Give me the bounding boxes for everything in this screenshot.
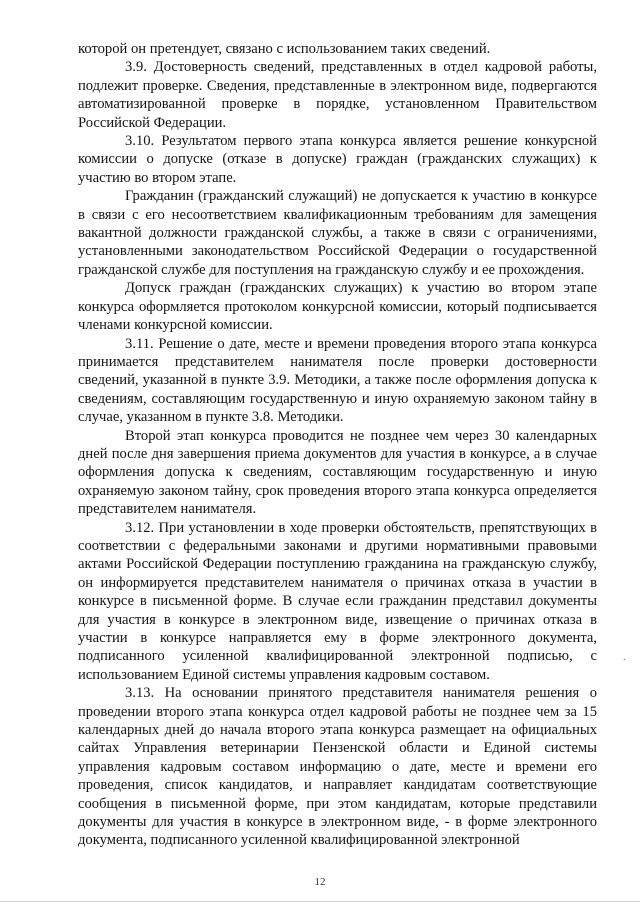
scan-edge-line [0,901,640,902]
document-page [78,40,597,850]
paragraph-3-11: 3.11. Решение о дате, месте и времени проведения второго этапа конкурса принимается представителем нанимателя после проверки достоверности сведений, указанной в пункте 3.9. Методики, а также после оформления допуска к сведениям, составляющим государственную и иную охраняемую законом тайну в случае, указанном в пункте 3.8. Методики. [78,335,597,426]
paragraph-3-13: 3.13. На основании принятого представителя нанимателя решения о проведении второго этапа конкурса отдел кадровой работы не позднее чем за 15 календарных дней до начала второго этапа конкурса размещает на официальных сайтах Управления ветеринарии Пензенской области и Единой системы управления кадровым составом информацию о дате, месте и времени его проведения, список кандидатов, и направляет кандидатам соответствующие сообщения в письменной форме, при этом кандидатам, которые представили документы для участия в конкурсе в электронном виде, - в форме электронного документа, подписанного усиленной квалифицированной электронной [78,685,597,849]
paragraph-3-10: 3.10. Результатом первого этапа конкурса является решение конкурсной комиссии о допуске (отказе в допуске) граждан (гражданских служащих) к участию во втором этапе. [78,133,597,186]
paragraph-admission-protocol: Допуск граждан (гражданских служащих) к участию во втором этапе конкурса оформляется протоколом конкурсной комиссии, который подписывается членами конкурсной комиссии. [78,280,597,334]
paragraph-admission-refusal: Гражданин (гражданский служащий) не допускается к участию в конкурсе в связи с его несоответствием квалификационным требованиям для замещения вакантной должности гражданской службы, а также в связи с ограничениями, установленными законодательством Российской Федерации о государственной гражданской службе для поступления на гражданскую службу и ее прохождения. [78,188,597,278]
scan-mark: · [622,655,626,666]
paragraph-second-stage-deadline: Второй этап конкурса проводится не позднее чем через 30 календарных дней после дня завершения приема документов для участия в конкурсе, а в случае оформления допуска к сведениям, составляющим государственную и иную охраняемую законом тайну, срок проведения второго этапа конкурса определяется представителем нанимателя. [78,427,597,518]
page-number: 12 [314,876,326,888]
paragraph-3-12: 3.12. При установлении в ходе проверки обстоятельств, препятствующих в соответствии с федеральными законами и другими нормативными правовыми актами Российской Федерации поступлению гражданина на гражданскую службу, он информируется представителем нанимателя о причинах отказа в участии в конкурсе в письменной форме. В случае если гражданин представил документы для участия в конкурсе в электронном виде, извещение о причинах отказа в участии в конкурсе направляется ему в форме электронного документа, подписанного усиленной квалифицированной электронной подписью, с использованием Единой системы управления кадровым составом. [78,519,597,683]
paragraph-3-9: 3.9. Достоверность сведений, представленных в отдел кадровой работы, подлежит проверке. Сведения, представленные в электронном виде, подвергаются автоматизированной проверке в порядке, установленном Правительством Российской Федерации. [78,59,597,131]
paragraph-continuation: которой он претендует, связано с использованием таких сведений. [78,41,491,57]
